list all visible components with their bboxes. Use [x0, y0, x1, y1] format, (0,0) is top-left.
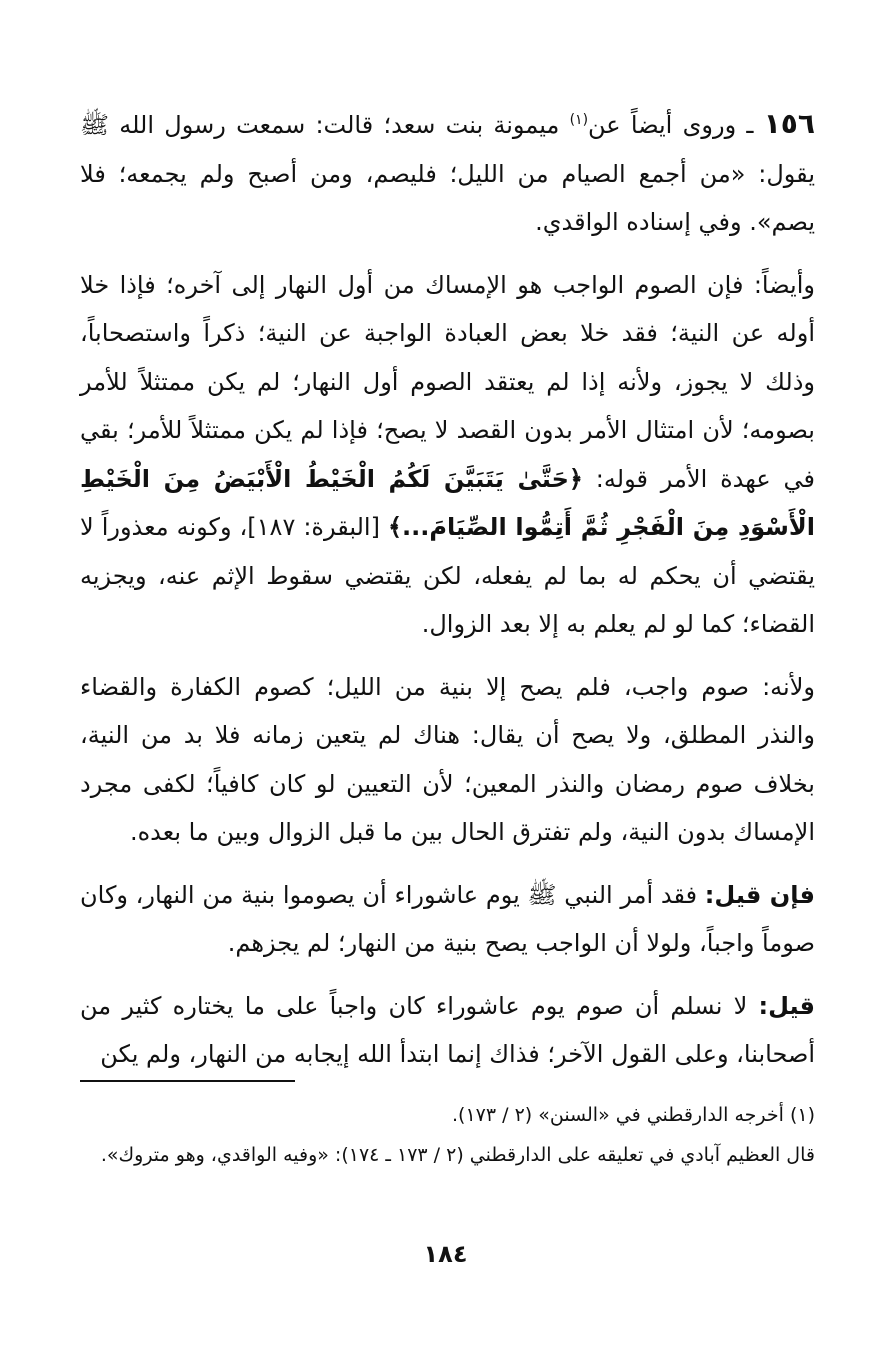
objection-lead: فإن قيل:: [704, 880, 815, 909]
paragraph-objection: [80, 871, 815, 968]
footnote-divider: [80, 1080, 295, 1082]
hadith-number: ١٥٦: [763, 107, 815, 140]
footnote-1: (١) أخرجه الدارقطني في «السنن» (٢ / ١٧٣).: [452, 1104, 815, 1126]
page-number: ١٨٤: [423, 1240, 468, 1268]
dash: ـ: [736, 111, 764, 139]
reply-lead: قيل:: [758, 991, 815, 1020]
paragraph-hadith-156: [80, 96, 815, 247]
footnote-2: قال العظيم آبادي في تعليقه على الدارقطني (٢ / ١٧٣ ـ ١٧٤): «وفيه الواقدي، وهو متروك».: [100, 1144, 815, 1166]
paragraph-reply: [80, 982, 815, 1079]
footnotes: [80, 1095, 815, 1175]
paragraph-text: وروى أيضاً عن: [588, 111, 737, 139]
paragraph-text: وأيضاً: فإن الصوم الواجب هو الإمساك من أول النهار إلى آخره؛ فإذا خلا أوله عن النية؛ فقد خلا بعض العبادة الواجبة عن النية؛ ذكراً واستصحاباً، وذلك لا يجوز، ولأنه إذا لم يعتقد الصوم أول النهار؛ لم يكن ممتثلاً للأمر بصومه؛ لأن امتثال الأمر بدون القصد لا يصح؛ فإذا لم يكن ممتثلاً للأمر؛ بقي في عهدة الأمر قوله:: [80, 270, 816, 493]
paragraph-second-argument: [80, 663, 815, 857]
quran-verse: ﴿حَتَّىٰ يَتَبَيَّنَ لَكُمُ الْخَيْطُ الْأَبْيَضُ مِنَ الْخَيْطِ الْأَسْوَدِ مِنَ الْفَجْرِ ثُمَّ أَتِمُّوا الصِّيَامَ...﴾: [80, 464, 816, 541]
paragraph-text: لا نسلم أن صوم يوم عاشوراء كان واجباً على ما يختاره كثير من أصحابنا، وعلى القول الآخر؛ فذاك إنما ابتدأ الله إيجابه من النهار، ولم يكن: [80, 991, 815, 1068]
paragraph-text: [البقرة: ١٨٧]، وكونه معذوراً لا يقتضي أن يحكم له بما لم يفعله، لكن يقتضي سقوط الإثم عنه، ويجزيه القضاء؛ كما لو لم يعلم به إلا بعد الزوال.: [80, 513, 815, 638]
paragraph-text: ميمونة بنت سعد؛ قالت: سمعت رسول الله ﷺ يقول: «من أجمع الصيام من الليل؛ فليصم، ومن أصبح ولم يجمعه؛ فلا يصم». وفي إسناده الواقدي.: [80, 111, 815, 236]
paragraph-text: ولأنه: صوم واجب، فلم يصح إلا بنية من الليل؛ كصوم الكفارة والقضاء والنذر المطلق، ولا يصح أن يقال: هناك لم يتعين زمانه فلا بد من النية، بخلاف صوم رمضان والنذر المعين؛ لأن التعيين لو كان كافياً؛ لكفى مجرد الإمساك بدون النية، ولم تفترق الحال بين ما قبل الزوال وبين ما بعده.: [80, 672, 815, 846]
footnote-marker: (١): [569, 112, 589, 128]
paragraph-text: فقد أمر النبي ﷺ يوم عاشوراء أن يصوموا بنية من النهار، وكان صوماً واجباً، ولولا أن الواجب يصح بنية من النهار؛ لم يجزهم.: [80, 880, 815, 957]
paragraph-argument: [80, 261, 815, 649]
main-text: [80, 96, 815, 1079]
